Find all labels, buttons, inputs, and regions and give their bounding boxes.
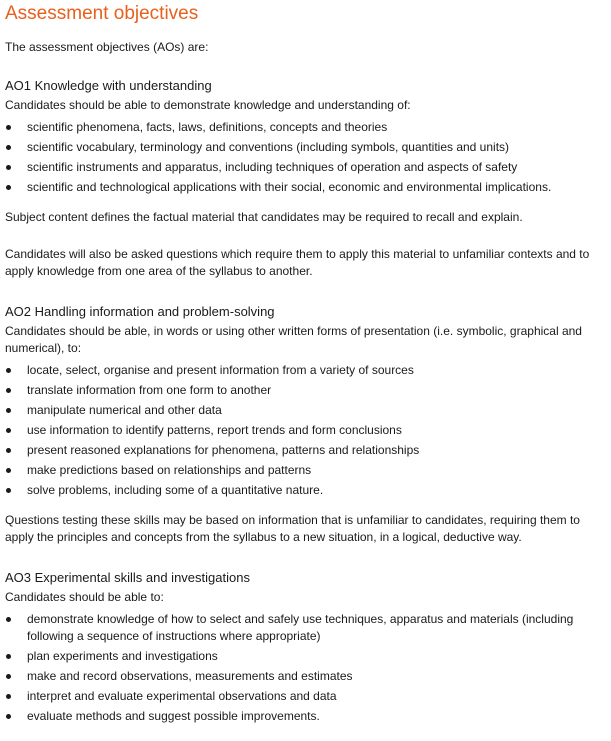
ao3-list	[5, 611, 607, 725]
list-item: scientific instruments and apparatus, including techniques of operation and aspects of safety	[5, 159, 607, 176]
list-item: manipulate numerical and other data	[5, 402, 607, 419]
ao2-list	[5, 362, 607, 499]
list-item: present reasoned explanations for phenomena, patterns and relationships	[5, 442, 607, 459]
ao3-lead: Candidates should be able to:	[5, 590, 164, 604]
list-item: evaluate methods and suggest possible improvements.	[5, 708, 607, 725]
list-item: make predictions based on relationships and patterns	[5, 462, 607, 479]
ao1-list	[5, 119, 607, 196]
ao1-paragraph-2: Candidates will also be asked questions which require them to apply this material to unfamiliar contexts and to apply knowledge from one area of the syllabus to another.	[5, 247, 590, 278]
ao1-lead: Candidates should be able to demonstrate knowledge and understanding of:	[5, 98, 411, 112]
list-item: solve problems, including some of a quantitative nature.	[5, 482, 607, 499]
ao1-paragraph-1: Subject content defines the factual material that candidates may be required to recall and explain.	[5, 210, 523, 224]
list-item: demonstrate knowledge of how to select and safely use techniques, apparatus and materials (including following a sequence of instructions where appropriate)	[5, 611, 607, 645]
list-item: make and record observations, measurements and estimates	[5, 668, 607, 685]
list-item: plan experiments and investigations	[5, 648, 607, 665]
list-item: locate, select, organise and present information from a variety of sources	[5, 362, 607, 379]
list-item: use information to identify patterns, report trends and form conclusions	[5, 422, 607, 439]
list-item: scientific and technological applications with their social, economic and environmental implications.	[5, 179, 607, 196]
ao2-lead: Candidates should be able, in words or using other written forms of presentation (i.e. symbolic, graphical and numerical), to:	[5, 324, 582, 355]
list-item: interpret and evaluate experimental observations and data	[5, 688, 607, 705]
ao2-heading: AO2 Handling information and problem-solving	[5, 304, 275, 319]
ao3-heading: AO3 Experimental skills and investigations	[5, 570, 250, 585]
intro-text: The assessment objectives (AOs) are:	[5, 40, 209, 54]
ao3-section	[5, 569, 607, 725]
list-item: translate information from one form to another	[5, 382, 607, 399]
ao1-heading: AO1 Knowledge with understanding	[5, 78, 212, 93]
list-item: scientific phenomena, facts, laws, definitions, concepts and theories	[5, 119, 607, 136]
ao1-section	[5, 77, 607, 280]
list-item: scientific vocabulary, terminology and conventions (including symbols, quantities and units)	[5, 139, 607, 156]
page-title: Assessment objectives	[5, 3, 199, 24]
ao2-section	[5, 303, 607, 546]
ao2-paragraph-1: Questions testing these skills may be based on information that is unfamiliar to candidates, requiring them to apply the principles and concepts from the syllabus to a new situation, in a logical, deductive way.	[5, 513, 580, 544]
